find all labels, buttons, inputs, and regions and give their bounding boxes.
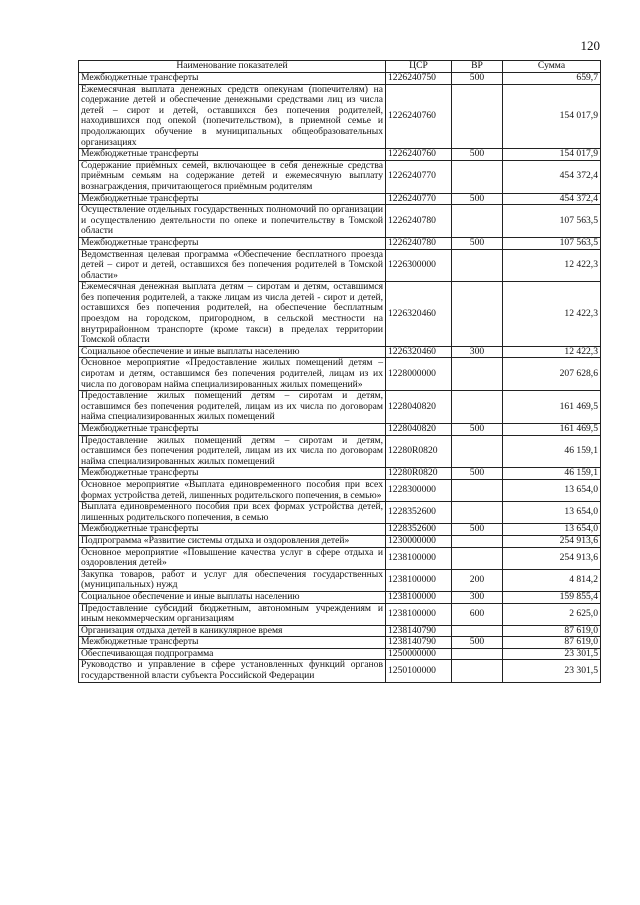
table-row — [79, 160, 601, 193]
row-csr-cell: 1226240760 — [386, 84, 452, 149]
table-row — [79, 282, 601, 347]
row-vr-cell: 500 — [452, 193, 503, 205]
table-row — [79, 502, 601, 524]
table-row — [79, 249, 601, 282]
row-vr-cell: 500 — [452, 524, 503, 536]
row-vr-cell — [452, 625, 503, 637]
row-csr-cell: 1238100000 — [386, 569, 452, 591]
row-vr-cell: 500 — [452, 468, 503, 480]
row-name-cell: Ежемесячная выплата денежных средств опекунам (попечителям) на содержание детей и обеспечение денежными средствами лиц из числа детей – сирот и детей, оставшихся без попечения родителей, находившихся под опекой (попечительством), в приемной семье и продолжающих обучение в муниципальных общеобразовательных организациях — [79, 84, 386, 149]
row-sum-cell: 13 654,0 — [503, 502, 601, 524]
row-csr-cell: 1226240760 — [386, 149, 452, 161]
row-sum-cell: 154 017,9 — [503, 84, 601, 149]
row-sum-cell: 659,7 — [503, 73, 601, 85]
row-vr-cell — [452, 435, 503, 468]
row-sum-cell: 107 563,5 — [503, 205, 601, 238]
row-vr-cell — [452, 535, 503, 547]
table-row — [79, 625, 601, 637]
row-csr-cell: 1226240750 — [386, 73, 452, 85]
table-row — [79, 424, 601, 436]
row-sum-cell: 46 159,1 — [503, 468, 601, 480]
row-csr-cell: 1228300000 — [386, 479, 452, 501]
row-name-cell: Предоставление субсидий бюджетным, автономным учреждениям и иным некоммерческим организациям — [79, 603, 386, 625]
row-vr-cell: 200 — [452, 569, 503, 591]
row-name-cell: Межбюджетные трансферты — [79, 637, 386, 649]
row-sum-cell: 107 563,5 — [503, 237, 601, 249]
row-name-cell: Межбюджетные трансферты — [79, 73, 386, 85]
row-vr-cell: 300 — [452, 346, 503, 358]
row-vr-cell — [452, 205, 503, 238]
table-row — [79, 648, 601, 660]
column-header-csr: ЦСР — [386, 61, 452, 73]
row-csr-cell: 1226320460 — [386, 346, 452, 358]
row-sum-cell: 161 469,5 — [503, 424, 601, 436]
row-sum-cell: 12 422,3 — [503, 346, 601, 358]
row-name-cell: Ежемесячная денежная выплата детям – сиротам и детям, оставшимся без попечения родителей, а также лицам из числа детей - сирот и детей, оставшихся без попечения родителей, на обеспечение бесплатным проездом на городском, пригородном, в сельской местности на внутрирайонном транспорте (кроме такси) в пределах территории Томской области — [79, 282, 386, 347]
row-vr-cell — [452, 479, 503, 501]
row-name-cell: Ведомственная целевая программа «Обеспечение бесплатного проезда детей – сирот и детей, оставшихся без попечения родителей в Томской области» — [79, 249, 386, 282]
row-name-cell: Межбюджетные трансферты — [79, 424, 386, 436]
row-csr-cell: 1228040820 — [386, 424, 452, 436]
row-sum-cell: 2 625,0 — [503, 603, 601, 625]
row-sum-cell: 23 301,5 — [503, 660, 601, 682]
row-csr-cell: 1228040820 — [386, 391, 452, 424]
row-name-cell: Социальное обеспечение и иные выплаты населению — [79, 591, 386, 603]
row-csr-cell: 1238100000 — [386, 591, 452, 603]
table-row — [79, 535, 601, 547]
row-name-cell: Основное мероприятие «Предоставление жилых помещений детям – сиротам и детям, оставшимся без попечения родителей, лицам из их числа по договорам найма специализированных жилых помещений» — [79, 358, 386, 391]
row-csr-cell: 1250100000 — [386, 660, 452, 682]
table-row — [79, 547, 601, 569]
table-row — [79, 237, 601, 249]
table-row — [79, 358, 601, 391]
table-row — [79, 435, 601, 468]
row-vr-cell — [452, 249, 503, 282]
row-sum-cell: 13 654,0 — [503, 524, 601, 536]
row-csr-cell: 1226240770 — [386, 193, 452, 205]
table-row — [79, 603, 601, 625]
row-vr-cell — [452, 660, 503, 682]
row-name-cell: Межбюджетные трансферты — [79, 524, 386, 536]
table-header-row — [79, 61, 601, 73]
row-sum-cell: 254 913,6 — [503, 535, 601, 547]
row-vr-cell: 500 — [452, 237, 503, 249]
row-vr-cell — [452, 160, 503, 193]
table-row — [79, 205, 601, 238]
table-row — [79, 660, 601, 682]
column-header-vr: ВР — [452, 61, 503, 73]
row-csr-cell: 1226240770 — [386, 160, 452, 193]
row-name-cell: Подпрограмма «Развитие системы отдыха и оздоровления детей» — [79, 535, 386, 547]
column-header-name: Наименование показателей — [79, 61, 386, 73]
row-name-cell: Содержание приёмных семей, включающее в себя денежные средства приёмным семьям на содержание детей и ежемесячную выплату вознаграждения, причитающегося приёмным родителям — [79, 160, 386, 193]
table-row — [79, 569, 601, 591]
table-row — [79, 479, 601, 501]
table-body — [79, 73, 601, 683]
table-row — [79, 591, 601, 603]
row-name-cell: Социальное обеспечение и иные выплаты населению — [79, 346, 386, 358]
row-csr-cell: 1226240780 — [386, 237, 452, 249]
row-sum-cell: 12 422,3 — [503, 249, 601, 282]
row-csr-cell: 1226320460 — [386, 282, 452, 347]
row-vr-cell — [452, 282, 503, 347]
row-csr-cell: 1238140790 — [386, 637, 452, 649]
row-csr-cell: 1238100000 — [386, 603, 452, 625]
budget-table — [78, 60, 601, 683]
row-vr-cell: 300 — [452, 591, 503, 603]
row-sum-cell: 454 372,4 — [503, 160, 601, 193]
table-row — [79, 84, 601, 149]
row-name-cell: Закупка товаров, работ и услуг для обеспечения государственных (муниципальных) нужд — [79, 569, 386, 591]
row-csr-cell: 1226300000 — [386, 249, 452, 282]
row-sum-cell: 23 301,5 — [503, 648, 601, 660]
table-row — [79, 468, 601, 480]
table-row — [79, 391, 601, 424]
row-name-cell: Предоставление жилых помещений детям – сиротам и детям, оставшимся без попечения родителей, лицам из их числа по договорам найма специализированных жилых помещений — [79, 435, 386, 468]
row-name-cell: Межбюджетные трансферты — [79, 468, 386, 480]
row-csr-cell: 1228000000 — [386, 358, 452, 391]
row-sum-cell: 4 814,2 — [503, 569, 601, 591]
row-name-cell: Обеспечивающая подпрограмма — [79, 648, 386, 660]
row-name-cell: Выплата единовременного пособия при всех формах устройства детей, лишенных родительского попечения, в семью — [79, 502, 386, 524]
table-row — [79, 149, 601, 161]
row-name-cell: Межбюджетные трансферты — [79, 149, 386, 161]
row-sum-cell: 87 619,0 — [503, 637, 601, 649]
row-vr-cell: 600 — [452, 603, 503, 625]
row-name-cell: Межбюджетные трансферты — [79, 237, 386, 249]
row-csr-cell: 12280R0820 — [386, 435, 452, 468]
row-sum-cell: 154 017,9 — [503, 149, 601, 161]
table-row — [79, 73, 601, 85]
row-vr-cell — [452, 84, 503, 149]
row-csr-cell: 1228352600 — [386, 502, 452, 524]
row-vr-cell — [452, 391, 503, 424]
row-name-cell: Межбюджетные трансферты — [79, 193, 386, 205]
table-row — [79, 193, 601, 205]
row-vr-cell — [452, 502, 503, 524]
row-vr-cell: 500 — [452, 424, 503, 436]
row-csr-cell: 1230000000 — [386, 535, 452, 547]
row-csr-cell: 1226240780 — [386, 205, 452, 238]
row-sum-cell: 12 422,3 — [503, 282, 601, 347]
row-vr-cell — [452, 648, 503, 660]
table-row — [79, 346, 601, 358]
row-csr-cell: 1238100000 — [386, 547, 452, 569]
row-sum-cell: 254 913,6 — [503, 547, 601, 569]
row-vr-cell: 500 — [452, 73, 503, 85]
row-csr-cell: 12280R0820 — [386, 468, 452, 480]
row-sum-cell: 87 619,0 — [503, 625, 601, 637]
row-csr-cell: 1238140790 — [386, 625, 452, 637]
row-sum-cell: 207 628,6 — [503, 358, 601, 391]
row-csr-cell: 1228352600 — [386, 524, 452, 536]
row-name-cell: Организация отдыха детей в каникулярное время — [79, 625, 386, 637]
row-name-cell: Осуществление отдельных государственных полномочий по организации и осуществлению деятельности по опеке и попечительству в Томской области — [79, 205, 386, 238]
row-sum-cell: 46 159,1 — [503, 435, 601, 468]
row-sum-cell: 13 654,0 — [503, 479, 601, 501]
row-vr-cell — [452, 547, 503, 569]
row-vr-cell: 500 — [452, 637, 503, 649]
row-vr-cell: 500 — [452, 149, 503, 161]
page-number: 120 — [580, 38, 600, 53]
column-header-sum: Сумма — [503, 61, 601, 73]
row-sum-cell: 159 855,4 — [503, 591, 601, 603]
table-row — [79, 637, 601, 649]
row-name-cell: Основное мероприятие «Повышение качества услуг в сфере отдыха и оздоровления детей» — [79, 547, 386, 569]
row-vr-cell — [452, 358, 503, 391]
row-sum-cell: 454 372,4 — [503, 193, 601, 205]
row-sum-cell: 161 469,5 — [503, 391, 601, 424]
table-row — [79, 524, 601, 536]
row-name-cell: Предоставление жилых помещений детям – сиротам и детям, оставшимся без попечения родителей, лицам из их числа по договорам найма специализированных жилых помещений — [79, 391, 386, 424]
row-name-cell: Руководство и управление в сфере установленных функций органов государственной власти субъекта Российской Федерации — [79, 660, 386, 682]
row-name-cell: Основное мероприятие «Выплата единовременного пособия при всех формах устройства детей, лишенных родительского попечения, в семью» — [79, 479, 386, 501]
row-csr-cell: 1250000000 — [386, 648, 452, 660]
